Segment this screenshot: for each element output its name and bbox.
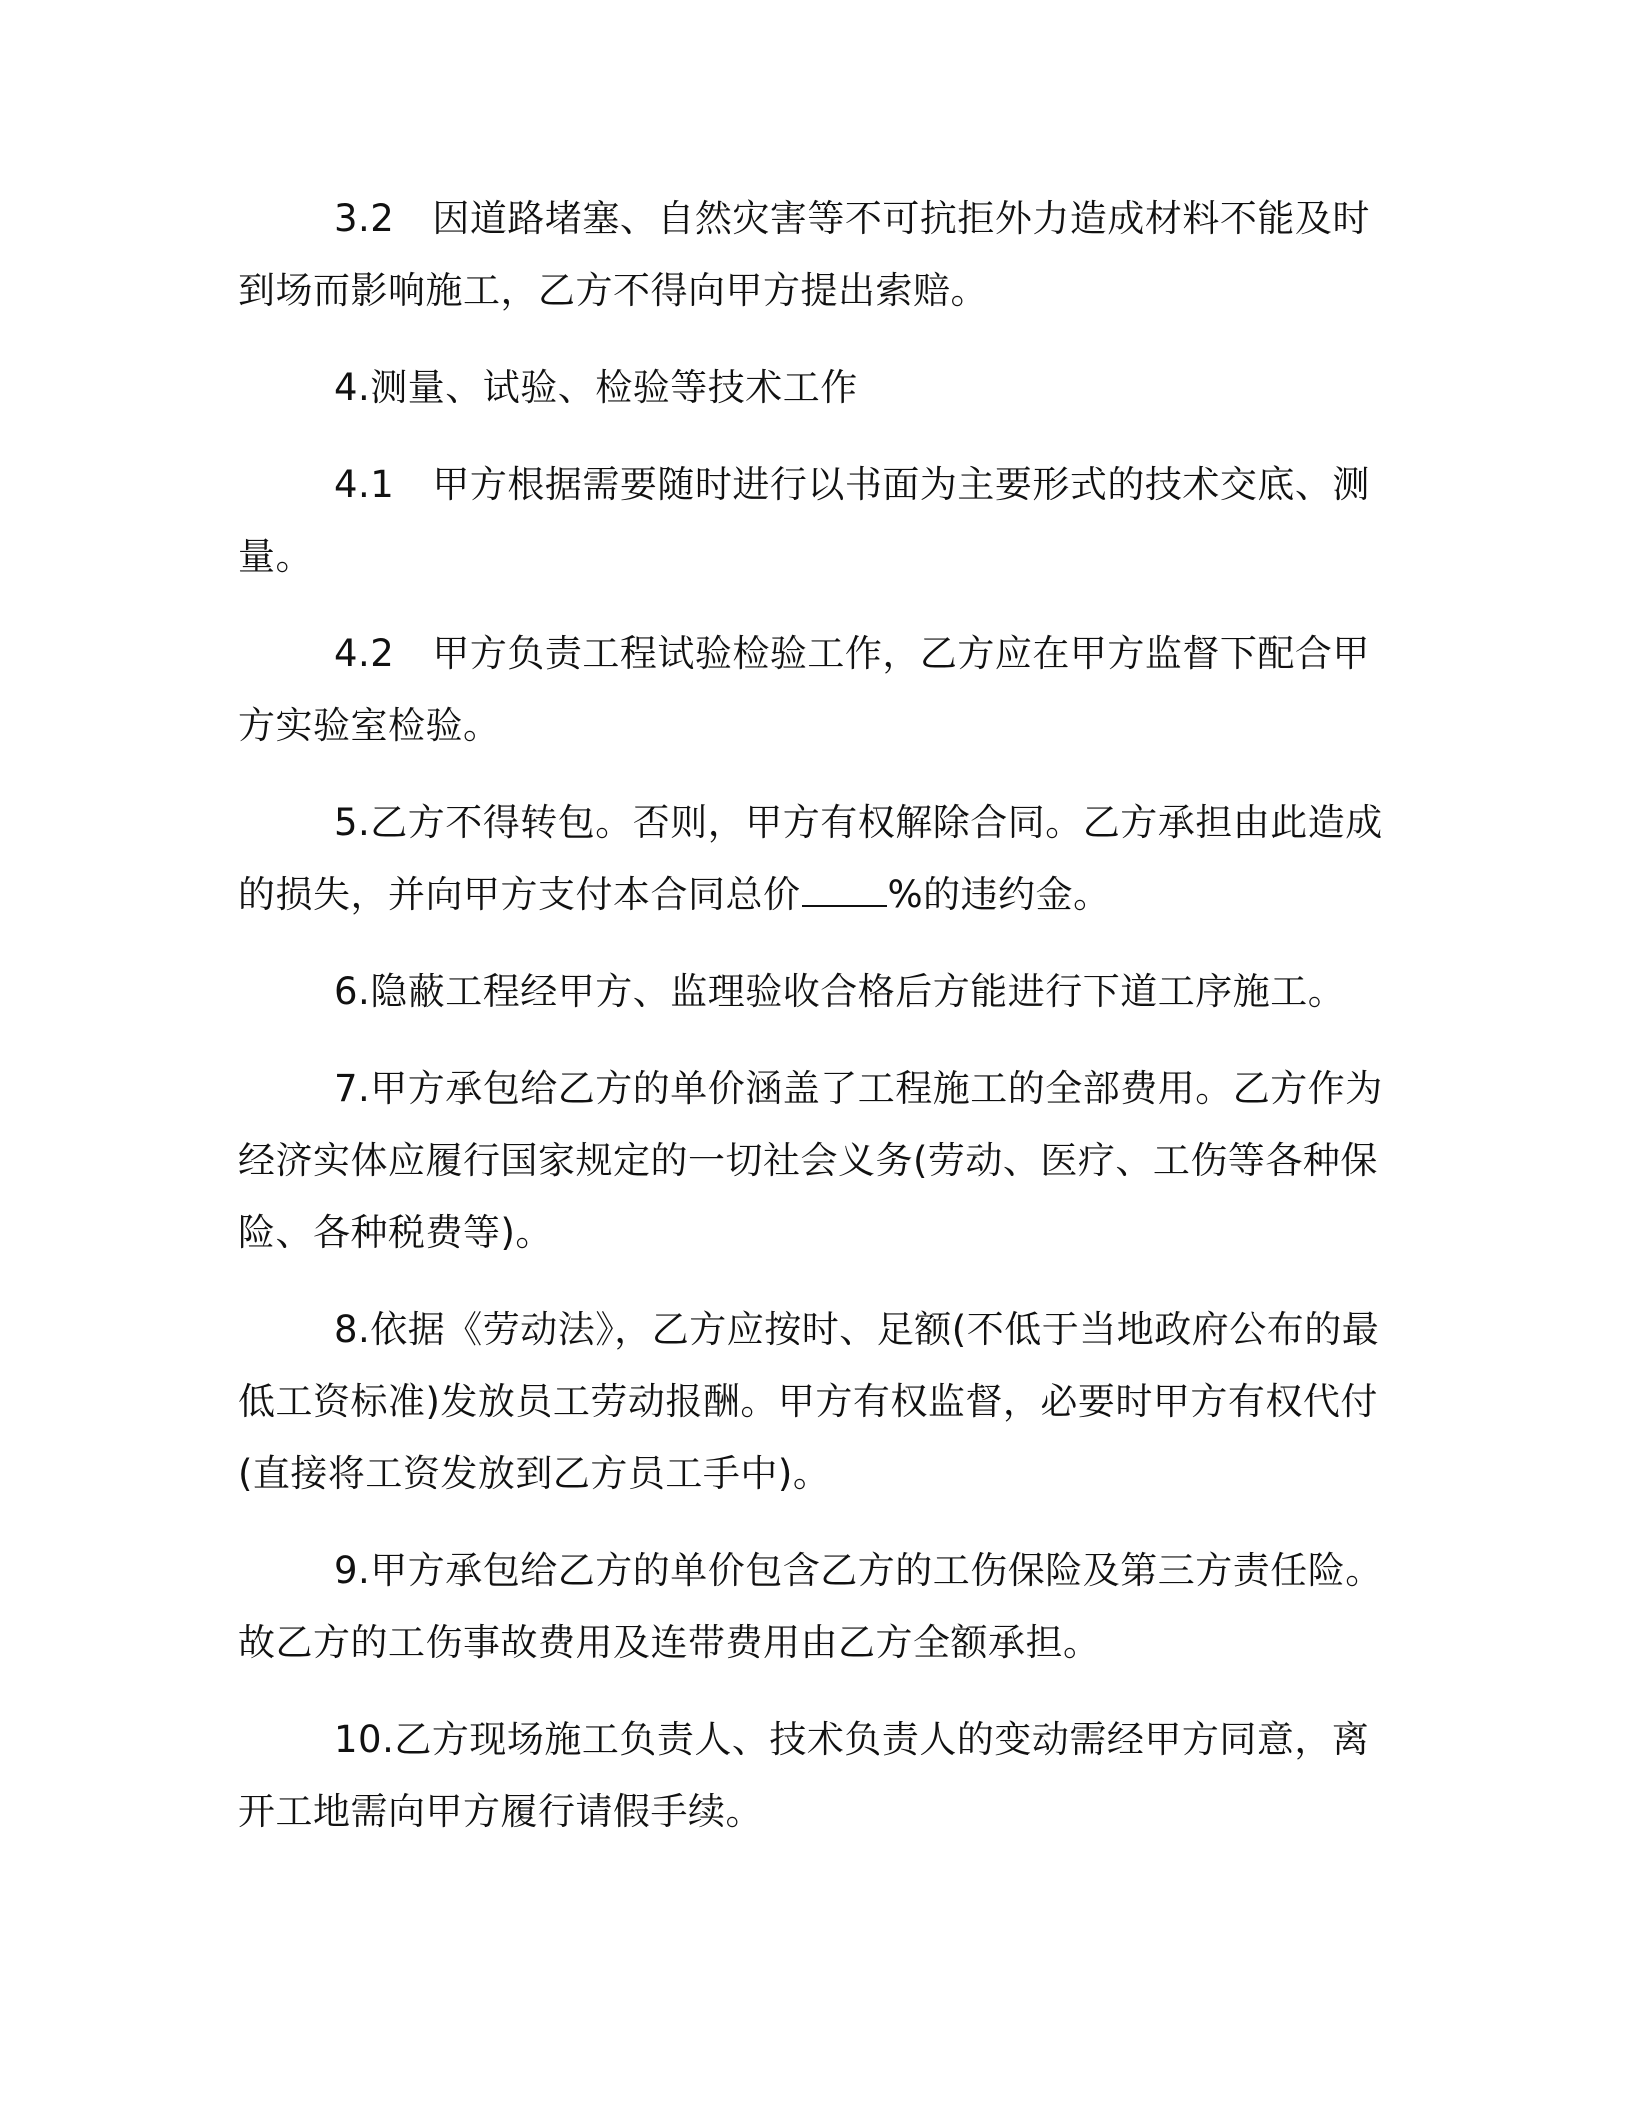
clause-6: 6.隐蔽工程经甲方、监理验收合格后方能进行下道工序施工。 — [334, 970, 1346, 1013]
clause-5 — [238, 787, 1388, 931]
clause-9: 9.甲方承包给乙方的单价包含乙方的工伤保险及第三方责任险。故乙方的工伤事故费用及连带费用由乙方全额承担。 — [238, 1549, 1383, 1664]
percentage-blank — [802, 875, 887, 907]
clause-number: 4.2 — [334, 632, 395, 675]
clause-4-heading: 4.测量、试验、检验等技术工作 — [334, 366, 858, 409]
clause-text-before-blank: 5.乙方不得转包。否则，甲方有权解除合同。乙方承担由此造成的损失，并向甲方支付本合同总价 — [238, 801, 1383, 916]
clause-text: 甲方根据需要随时进行以书面为主要形式的技术交底、测量。 — [238, 463, 1370, 578]
clause-text: 甲方负责工程试验检验工作，乙方应在甲方监督下配合甲方实验室检验。 — [238, 632, 1370, 747]
clause-number: 4.1 — [334, 463, 395, 506]
clause-text-after-blank: %的违约金。 — [887, 873, 1111, 916]
clause-7: 7.甲方承包给乙方的单价涵盖了工程施工的全部费用。乙方作为经济实体应履行国家规定的一切社会义务(劳动、医疗、工伤等各种保险、各种税费等)。 — [238, 1067, 1383, 1254]
clause-3-2 — [238, 183, 1388, 327]
clause-8: 8.依据《劳动法》，乙方应按时、足额(不低于当地政府公布的最低工资标准)发放员工劳动报酬。甲方有权监督，必要时甲方有权代付(直接将工资发放到乙方员工手中)。 — [238, 1308, 1380, 1495]
clause-10: 10.乙方现场施工负责人、技术负责人的变动需经甲方同意，离开工地需向甲方履行请假手续。 — [238, 1718, 1370, 1833]
document-body — [238, 183, 1388, 1873]
clause-4-2 — [238, 618, 1388, 762]
clause-text: 因道路堵塞、自然灾害等不可抗拒外力造成材料不能及时到场而影响施工，乙方不得向甲方提出索赔。 — [238, 197, 1370, 312]
clause-number: 3.2 — [334, 197, 395, 240]
clause-4-1 — [238, 449, 1388, 593]
